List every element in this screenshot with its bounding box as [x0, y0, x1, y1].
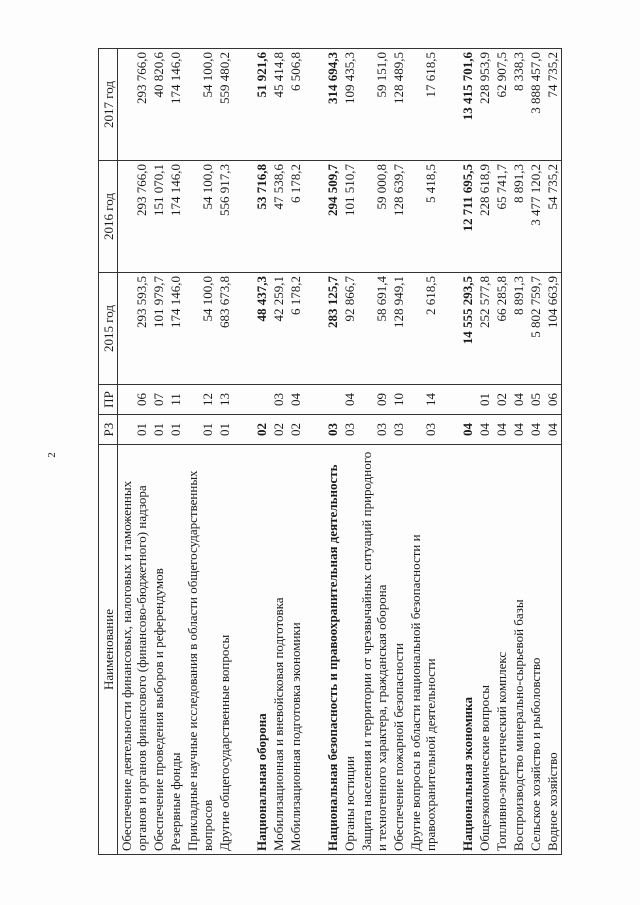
cell-name: Воспроизводство минерально-сырьевой базы [510, 445, 527, 855]
cell-2015: 54 100,0 [184, 273, 216, 385]
cell-2016: 101 510,7 [341, 161, 358, 273]
cell-pr: 04 [341, 385, 358, 415]
cell-rz: 03 [341, 415, 358, 445]
table-row [459, 49, 476, 855]
cell-pr: 02 [493, 385, 510, 415]
cell-pr: 05 [527, 385, 544, 415]
table-row [493, 49, 510, 855]
header-2017: 2017 год [99, 49, 118, 161]
cell-pr [459, 385, 476, 415]
cell-name: Обеспечение деятельности финансовых, налоговых и таможенных органов и органов финансового (финансово-бюджетного) надзора [118, 445, 151, 855]
cell-pr: 10 [390, 385, 407, 415]
cell-2015: 14 555 293,5 [459, 273, 476, 385]
cell-2017 [304, 49, 324, 161]
cell-2015 [439, 273, 459, 385]
table-header-row [99, 49, 118, 855]
cell-2017: 3 888 457,0 [527, 49, 544, 161]
cell-rz: 03 [390, 415, 407, 445]
cell-pr: 04 [510, 385, 527, 415]
table-row [476, 49, 493, 855]
cell-2016: 3 477 120,2 [527, 161, 544, 273]
cell-2016: 174 146,0 [167, 161, 184, 273]
cell-name: Национальная оборона [253, 445, 270, 855]
cell-2017: 6 506,8 [287, 49, 304, 161]
cell-2015: 48 437,3 [253, 273, 270, 385]
cell-2015: 128 949,1 [390, 273, 407, 385]
cell-pr: 06 [544, 385, 562, 415]
budget-table [98, 48, 562, 855]
cell-name: Мобилизационная подготовка экономики [287, 445, 304, 855]
header-2016: 2016 год [99, 161, 118, 273]
cell-rz: 03 [324, 415, 341, 445]
cell-2017 [439, 49, 459, 161]
cell-2015: 8 891,3 [510, 273, 527, 385]
cell-2015: 101 979,7 [150, 273, 167, 385]
table-row [150, 49, 167, 855]
table-row [118, 49, 151, 855]
cell-pr: 09 [358, 385, 390, 415]
table-row [407, 49, 439, 855]
cell-2016 [439, 161, 459, 273]
table-row [390, 49, 407, 855]
cell-2017: 51 921,6 [253, 49, 270, 161]
cell-name: Водное хозяйство [544, 445, 562, 855]
header-name: Наименование [99, 445, 118, 855]
cell-2015: 174 146,0 [167, 273, 184, 385]
cell-2015: 42 259,1 [270, 273, 287, 385]
cell-2017: 174 146,0 [167, 49, 184, 161]
cell-pr: 06 [118, 385, 151, 415]
cell-2015: 104 663,9 [544, 273, 562, 385]
cell-2017: 128 489,5 [390, 49, 407, 161]
cell-2017: 109 435,3 [341, 49, 358, 161]
cell-2017: 293 766,0 [118, 49, 151, 161]
cell-name: Мобилизационная и вневойсковая подготовка [270, 445, 287, 855]
cell-2015 [233, 273, 253, 385]
header-2015: 2015 год [99, 273, 118, 385]
header-rz: РЗ [99, 415, 118, 445]
cell-pr: 01 [476, 385, 493, 415]
cell-name [304, 445, 324, 855]
cell-pr [253, 385, 270, 415]
cell-pr [304, 385, 324, 415]
cell-2015: 66 285,8 [493, 273, 510, 385]
cell-2016: 294 509,7 [324, 161, 341, 273]
cell-rz [439, 415, 459, 445]
cell-rz: 01 [167, 415, 184, 445]
cell-2017: 62 907,5 [493, 49, 510, 161]
cell-2015: 252 577,8 [476, 273, 493, 385]
table-row [510, 49, 527, 855]
cell-2016 [233, 161, 253, 273]
cell-2017: 40 820,6 [150, 49, 167, 161]
cell-2017: 54 100,0 [184, 49, 216, 161]
cell-pr [324, 385, 341, 415]
cell-rz: 01 [216, 415, 233, 445]
cell-rz: 03 [358, 415, 390, 445]
cell-2017: 74 735,2 [544, 49, 562, 161]
cell-2015: 58 691,4 [358, 273, 390, 385]
cell-rz: 04 [544, 415, 562, 445]
cell-2016: 54 735,2 [544, 161, 562, 273]
table-row [216, 49, 233, 855]
table-row [184, 49, 216, 855]
cell-rz: 01 [150, 415, 167, 445]
table-row [270, 49, 287, 855]
cell-name: Другие общегосударственные вопросы [216, 445, 233, 855]
cell-rz: 02 [287, 415, 304, 445]
page-number: 2 [46, 452, 58, 458]
cell-2015: 293 593,5 [118, 273, 151, 385]
cell-name: Топливно-энергетический комплекс [493, 445, 510, 855]
cell-name: Защита населения и территории от чрезвычайных ситуаций природного и техногенного характера, гражданская оборона [358, 445, 390, 855]
cell-2017: 13 415 701,6 [459, 49, 476, 161]
cell-2015: 683 673,8 [216, 273, 233, 385]
cell-2017: 45 414,8 [270, 49, 287, 161]
cell-2016: 5 418,5 [407, 161, 439, 273]
cell-rz: 02 [253, 415, 270, 445]
cell-2016: 8 891,3 [510, 161, 527, 273]
table-row [324, 49, 341, 855]
cell-2016: 151 070,1 [150, 161, 167, 273]
cell-pr [439, 385, 459, 415]
table-row [253, 49, 270, 855]
table-body [118, 49, 562, 855]
cell-2016: 12 711 695,5 [459, 161, 476, 273]
cell-name: Резервные фонды [167, 445, 184, 855]
cell-2017: 559 480,2 [216, 49, 233, 161]
table-row [358, 49, 390, 855]
cell-2016: 65 741,7 [493, 161, 510, 273]
cell-rz: 01 [184, 415, 216, 445]
cell-name [439, 445, 459, 855]
table-row [341, 49, 358, 855]
cell-2017: 17 618,5 [407, 49, 439, 161]
cell-name: Другие вопросы в области национальной безопасности и правоохранительной деятельности [407, 445, 439, 855]
cell-name: Обеспечение пожарной безопасности [390, 445, 407, 855]
cell-rz: 04 [527, 415, 544, 445]
cell-name: Сельское хозяйство и рыболовство [527, 445, 544, 855]
cell-name [233, 445, 253, 855]
cell-rz [233, 415, 253, 445]
table-row [167, 49, 184, 855]
cell-2015: 92 866,7 [341, 273, 358, 385]
cell-pr: 04 [287, 385, 304, 415]
cell-name: Общеэкономические вопросы [476, 445, 493, 855]
cell-pr: 11 [167, 385, 184, 415]
cell-pr: 12 [184, 385, 216, 415]
cell-2016: 128 639,7 [390, 161, 407, 273]
cell-2017: 8 338,3 [510, 49, 527, 161]
cell-2016: 228 618,9 [476, 161, 493, 273]
cell-2015: 6 178,2 [287, 273, 304, 385]
cell-2015: 283 125,7 [324, 273, 341, 385]
cell-rz: 04 [476, 415, 493, 445]
cell-2016 [304, 161, 324, 273]
cell-name: Обеспечение проведения выборов и референдумов [150, 445, 167, 855]
cell-2015 [304, 273, 324, 385]
cell-2016: 6 178,2 [287, 161, 304, 273]
cell-pr: 13 [216, 385, 233, 415]
cell-2016: 53 716,8 [253, 161, 270, 273]
cell-2017: 59 151,0 [358, 49, 390, 161]
table-row [544, 49, 562, 855]
cell-pr: 14 [407, 385, 439, 415]
cell-rz [304, 415, 324, 445]
cell-rz: 04 [493, 415, 510, 445]
header-pr: ПР [99, 385, 118, 415]
cell-2017: 314 694,3 [324, 49, 341, 161]
rotated-table-wrapper [98, 49, 578, 855]
table-row [527, 49, 544, 855]
cell-rz: 04 [459, 415, 476, 445]
cell-2016: 556 917,3 [216, 161, 233, 273]
cell-name: Прикладные научные исследования в области общегосударственных вопросов [184, 445, 216, 855]
table-row [439, 49, 459, 855]
cell-2015: 5 802 759,7 [527, 273, 544, 385]
cell-rz: 03 [407, 415, 439, 445]
cell-pr: 07 [150, 385, 167, 415]
table-row [233, 49, 253, 855]
cell-name: Национальная экономика [459, 445, 476, 855]
cell-pr [233, 385, 253, 415]
cell-2015: 2 618,5 [407, 273, 439, 385]
cell-2016: 59 000,8 [358, 161, 390, 273]
cell-name: Органы юстиции [341, 445, 358, 855]
cell-rz: 02 [270, 415, 287, 445]
cell-2016: 54 100,0 [184, 161, 216, 273]
cell-pr: 03 [270, 385, 287, 415]
cell-2016: 293 766,0 [118, 161, 151, 273]
cell-2016: 47 538,6 [270, 161, 287, 273]
table-row [287, 49, 304, 855]
cell-2017: 228 953,9 [476, 49, 493, 161]
table-row [304, 49, 324, 855]
cell-rz: 01 [118, 415, 151, 445]
cell-name: Национальная безопасность и правоохранительная деятельность [324, 445, 341, 855]
cell-2017 [233, 49, 253, 161]
cell-rz: 04 [510, 415, 527, 445]
